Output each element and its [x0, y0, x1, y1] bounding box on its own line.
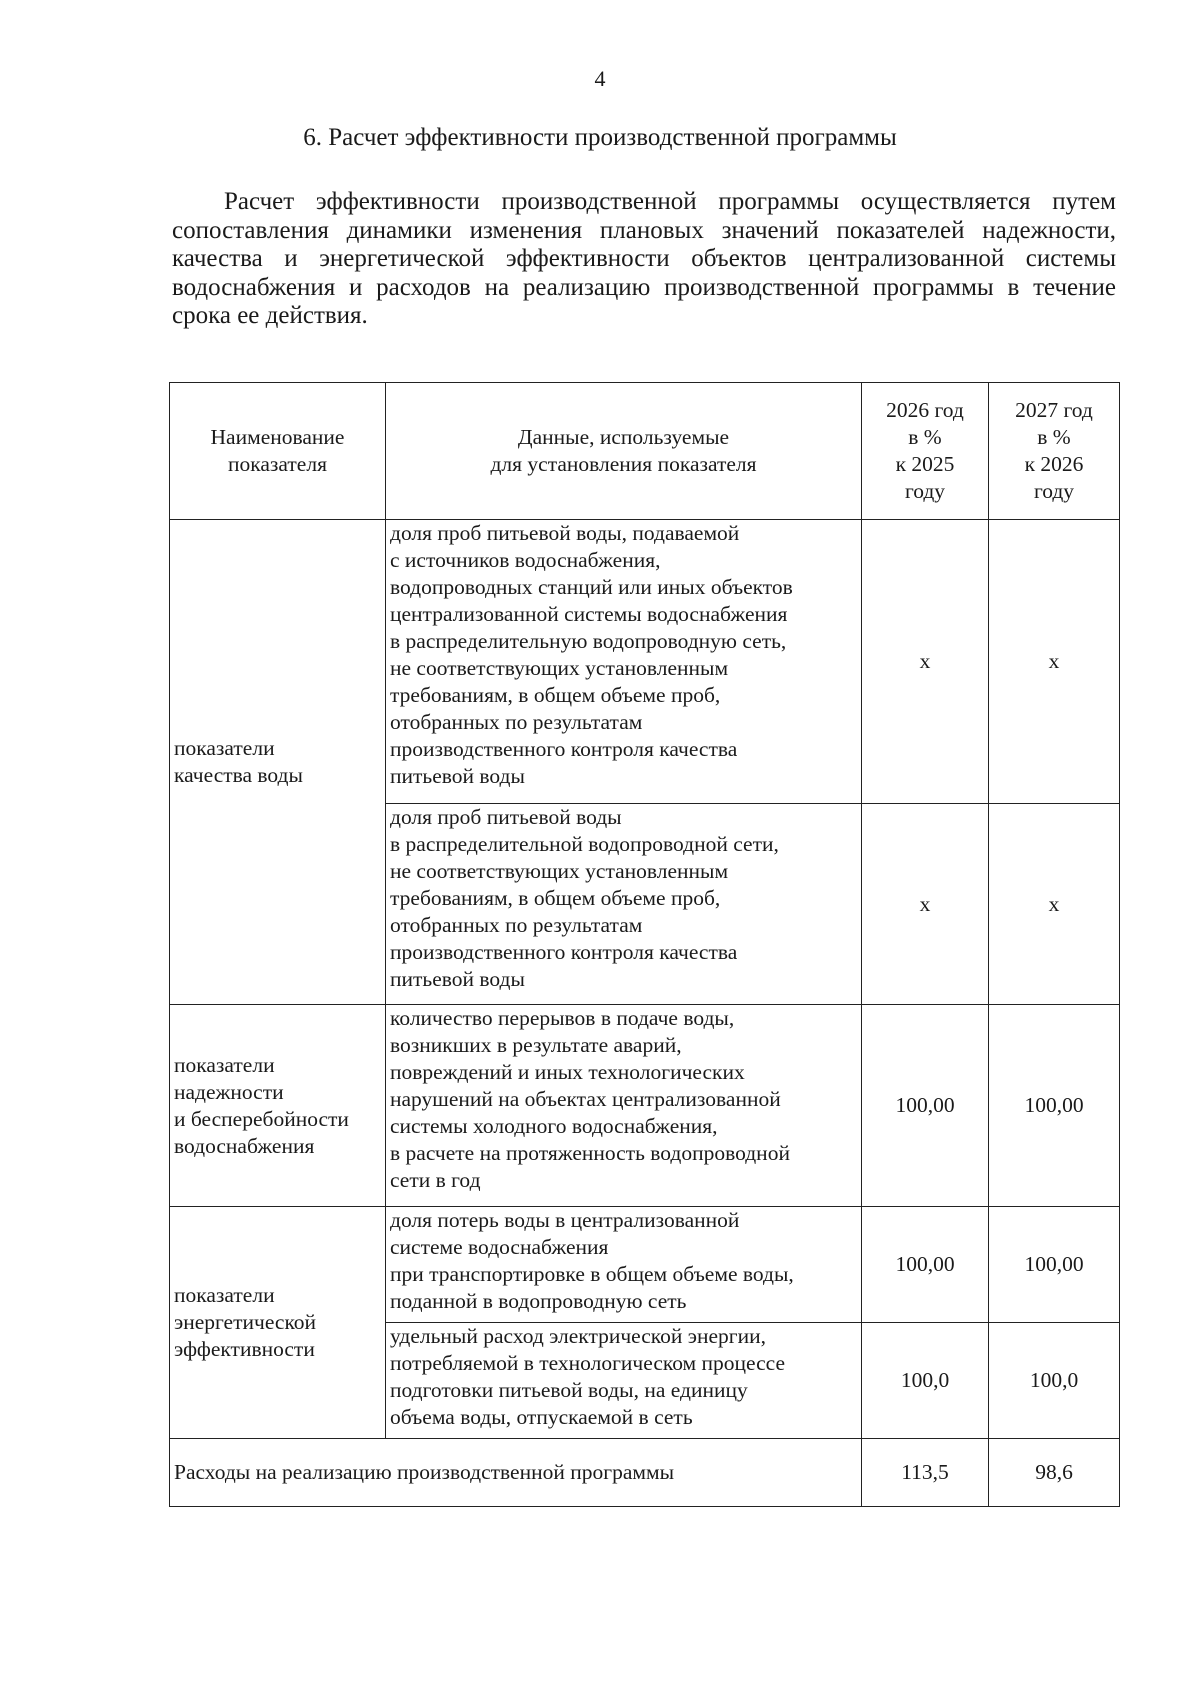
row-data: количество перерывов в подаче воды, возникших в результате аварий, повреждений и иных технологических нарушений на объектах централизованной системы холодного водоснабжения, в расчете на протяженность водопроводной сети в год	[386, 1005, 862, 1207]
row-2026: 100,00	[862, 1207, 989, 1323]
table-row	[170, 1005, 1120, 1207]
row-data: доля проб питьевой воды, подаваемой с источников водоснабжения, водопроводных станций или иных объектов централизованной системы водоснабжения в распределительную водопроводную сеть, не соответствующих установленным требованиям, в общем объеме проб, отобранных по результатам производственного контроля качества питьевой воды	[386, 520, 862, 804]
row-2026: 100,0	[862, 1323, 989, 1439]
row-2027: 100,00	[989, 1005, 1120, 1207]
total-label: Расходы на реализацию производственной программы	[170, 1439, 862, 1507]
intro-paragraph: Расчет эффективности производственной программы осуществляется путем сопоставления динамики изменения плановых значений показателей надежности, качества и энергетической эффективности объектов централизованной системы водоснабжения и расходов на реализацию производственной программы в течение срока ее действия.	[172, 188, 1116, 329]
row-2026: х	[862, 520, 989, 804]
row-2027: х	[989, 520, 1120, 804]
table-header-row	[170, 383, 1120, 520]
row-2026: х	[862, 804, 989, 1005]
efficiency-table	[169, 382, 1120, 1507]
row-2027: х	[989, 804, 1120, 1005]
total-2027: 98,6	[989, 1439, 1120, 1507]
row-2026: 100,00	[862, 1005, 989, 1207]
group-reliability: показатели надежности и бесперебойности водоснабжения	[170, 1005, 386, 1207]
group-energy: показатели энергетической эффективности	[170, 1207, 386, 1439]
row-2027: 100,00	[989, 1207, 1120, 1323]
table-total-row	[170, 1439, 1120, 1507]
row-data: удельный расход электрической энергии, потребляемой в технологическом процессе подготовки питьевой воды, на единицу объема воды, отпускаемой в сеть	[386, 1323, 862, 1439]
row-data: доля проб питьевой воды в распределительной водопроводной сети, не соответствующих установленным требованиям, в общем объеме проб, отобранных по результатам производственного контроля качества питьевой воды	[386, 804, 862, 1005]
table-row	[170, 520, 1120, 804]
group-quality: показатели качества воды	[170, 520, 386, 1005]
row-data: доля потерь воды в централизованной системе водоснабжения при транспортировке в общем объеме воды, поданной в водопроводную сеть	[386, 1207, 862, 1323]
table-row	[170, 1207, 1120, 1323]
page-number: 4	[594, 66, 606, 91]
total-2026: 113,5	[862, 1439, 989, 1507]
header-2026: 2026 год в % к 2025 году	[862, 383, 989, 520]
header-2027: 2027 год в % к 2026 году	[989, 383, 1120, 520]
header-indicator: Наименование показателя	[170, 383, 386, 520]
section-title: 6. Расчет эффективности производственной программы	[303, 124, 897, 151]
header-data: Данные, используемые для установления показателя	[386, 383, 862, 520]
row-2027: 100,0	[989, 1323, 1120, 1439]
